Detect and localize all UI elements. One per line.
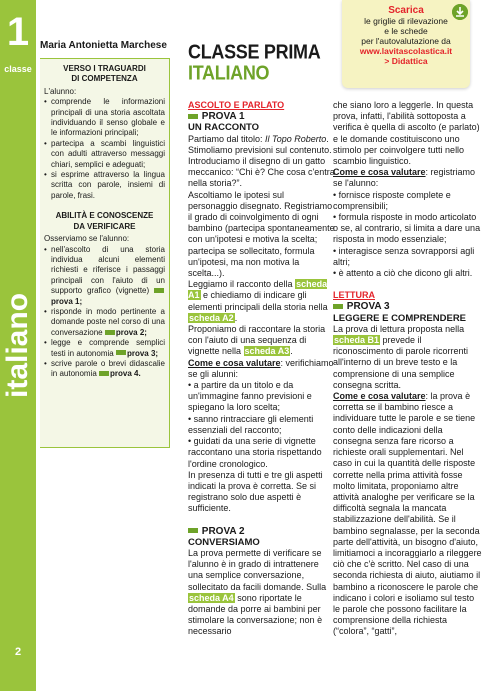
prova-heading: PROVA 1 — [188, 111, 336, 122]
bullet: • fornisce risposte complete e comprensibili; — [333, 189, 451, 211]
competence-list — [44, 97, 165, 201]
page-title: CLASSE PRIMA — [188, 40, 321, 63]
skills-list — [44, 245, 165, 380]
subject-vertical-label: italiano — [1, 292, 34, 398]
page-number: 2 — [14, 646, 22, 658]
list-item: • scrive parole o brevi didascalie in autonomia prova 4. — [44, 359, 165, 380]
list-item: • comprende le informazioni principali di una storia ascoltata individuando il senso globale e le informazioni principali; — [44, 97, 165, 139]
sidebar — [0, 0, 36, 691]
prova-subtitle: CONVERSIAMO — [188, 536, 260, 548]
arrow-icon — [99, 371, 109, 376]
paragraph: Come e cosa valutare: registriamo se l'alunno: — [333, 167, 476, 189]
skills-heading: ABILITÀ E CONOSCENZE DA VERIFICARE — [55, 211, 154, 231]
bullet: • guidati da una serie di vignette raccontano una storia rispettando l'ordine cronologico. — [188, 436, 322, 469]
page-subtitle: ITALIANO — [188, 61, 270, 84]
paragraph: La prova di lettura proposta nella scheda B1 prevede il riconoscimento di parole ricorrenti all'interno di un breve testo e la comprensione di una semplice consegna scritta. — [333, 323, 469, 390]
arrow-icon — [333, 304, 343, 309]
competence-intro: L'alunno: — [44, 86, 77, 96]
list-item: • si esprime attraverso la lingua scritta con parole, insiemi di parole, frasi. — [44, 170, 165, 201]
class-number: 1 — [6, 10, 30, 54]
paragraph: che siano loro a leggerle. In questa prova, infatti, l'abilità sottoposta a verifica è quella di ascolto (e parlato) e le domande costituiscono uno stimolo per coinvolgere tutti nello scambio linguistico. — [333, 100, 480, 167]
competence-box — [40, 58, 170, 448]
scheda-tag: scheda B1 — [334, 335, 380, 346]
section-heading: ASCOLTO E PARLATO — [188, 100, 285, 110]
bullet: • sanno rintracciare gli elementi essenziali del racconto; — [188, 413, 314, 435]
paragraph: Ascoltiamo le ipotesi sul personaggio disegnato. Registriamo il grado di coinvolgimento di ogni bambino (partecipa spontaneamente con un'ipotesi e motiva la scelta; partecipa se sollecitato, formula un'ipotesi, ma non motiva la scelta...). — [188, 189, 335, 279]
site-link[interactable]: www.lavitascolastica.it — [359, 46, 453, 56]
paragraph: Come e cosa valutare: la prova è corretta se il bambino riesce a individuare tutte le parole e se tiene conto delle indicazioni della consegna senza fare ricorso a richieste orali supplementari. Nel caso in cui la quantità delle risposte corrette nella prima attività fosse molto limitata, proponiamo altre attività analoghe per verificare se la difficoltà segnala la mancata stabilizzazione dell'abilità. Se il bambino segnalasse, per la seconda parte dell'attività, un bisogno d'aiuto, limitiamoci a incoraggiarlo a rileggere ciò che c'è scritto. Nel caso di una seconda richiesta di aiuto, aiutiamo il bambino a riconoscere le parole che indicano i colori e isoliamo sul testo le parole che possono facilitare la comprensione della richiesta (“colora”, “gatti”, — [333, 391, 482, 637]
download-banner[interactable]: Scarica le griglie di rilevazione e le schede per l'autovalutazione da www.lavitascolastica.it > Didattica — [342, 0, 470, 88]
prova-subtitle: UN RACCONTO — [188, 122, 260, 134]
competence-heading: VERSO I TRAGUARDI DI COMPETENZA — [63, 64, 146, 84]
scheda-tag: scheda A2 — [189, 312, 234, 323]
paragraph: Leggiamo il racconto della scheda A1 e chiediamo di indicare gli elementi principali della storia nella scheda A2. — [188, 279, 328, 323]
didattica-link[interactable]: > Didattica — [384, 56, 428, 66]
arrow-icon — [188, 114, 198, 119]
list-item: • risponde in modo pertinente a domande poste nel corso di una conversazione prova 2; — [44, 307, 165, 338]
section-heading: LETTURA — [333, 290, 375, 301]
skills-intro: Osserviamo se l'alunno: — [44, 234, 130, 244]
text-column-2 — [333, 100, 483, 638]
arrow-icon — [105, 330, 115, 335]
scheda-tag: scheda A4 — [189, 592, 234, 603]
list-item: • legge e comprende semplici testi in autonomia prova 3; — [44, 338, 165, 359]
arrow-icon — [188, 528, 198, 533]
download-icon[interactable] — [452, 4, 468, 20]
bullet: • è attento a ciò che dicono gli altri. — [333, 268, 473, 279]
prova-heading: PROVA 2 — [188, 526, 336, 537]
class-label: classe — [4, 64, 32, 74]
bullet: • a partire da un titolo e da un'immagine fanno previsioni e spiegano la loro scelta; — [188, 380, 312, 413]
paragraph: In presenza di tutti e tre gli aspetti indicati la prova è corretta. Se si registrano solo due aspetti è sufficiente. — [188, 469, 323, 514]
prova-subtitle: LEGGERE E COMPRENDERE — [333, 312, 467, 324]
text-column-1 — [188, 100, 336, 638]
paragraph: La prova permette di verificare se l'alunno è in grado di intrattenere una semplice conversazione, sollecitato da facili domande. Sulla scheda A4 sono riportate le domande da porre ai bambini per stimolare la conversazione; non è necessario — [188, 547, 327, 637]
prova-heading: PROVA 3 — [333, 301, 483, 312]
paragraph: Partiamo dal titolo: Il Topo Roberto. Stimoliamo previsioni sul contenuto. Introduciamo il disegno di un gatto meccanico: “Chi è? Che cosa c'entra nella storia?”. — [188, 133, 335, 189]
arrow-icon — [116, 350, 126, 355]
paragraph: Proponiamo di raccontare la storia con l'aiuto di una sequenza di vignette nella scheda A3. — [188, 324, 326, 357]
paragraph: Come e cosa valutare: verifichiamo se gli alunni: — [188, 357, 334, 379]
arrow-icon — [154, 288, 164, 293]
banner-heading: Scarica — [388, 5, 424, 16]
bullet: • interagisce senza sovrapporsi agli altri; — [333, 245, 475, 267]
bullet: • formula risposte in modo articolato o se, al contrario, si limita a dare una risposta in modo essenziale; — [333, 212, 481, 245]
scheda-tag: scheda A3 — [244, 346, 290, 357]
scheda-tag: scheda A1 — [188, 279, 328, 301]
list-item: • partecipa a scambi linguistici con adulti attraverso messaggi chiari, semplici e adeguati; — [44, 139, 165, 170]
author-name: Maria Antonietta Marchese — [40, 40, 167, 51]
list-item: • nell'ascolto di una storia individua alcuni elementi richiesti e riferisce i passaggi principali con l'aiuto di un supporto grafico (vignette) prova 1; — [44, 245, 165, 307]
